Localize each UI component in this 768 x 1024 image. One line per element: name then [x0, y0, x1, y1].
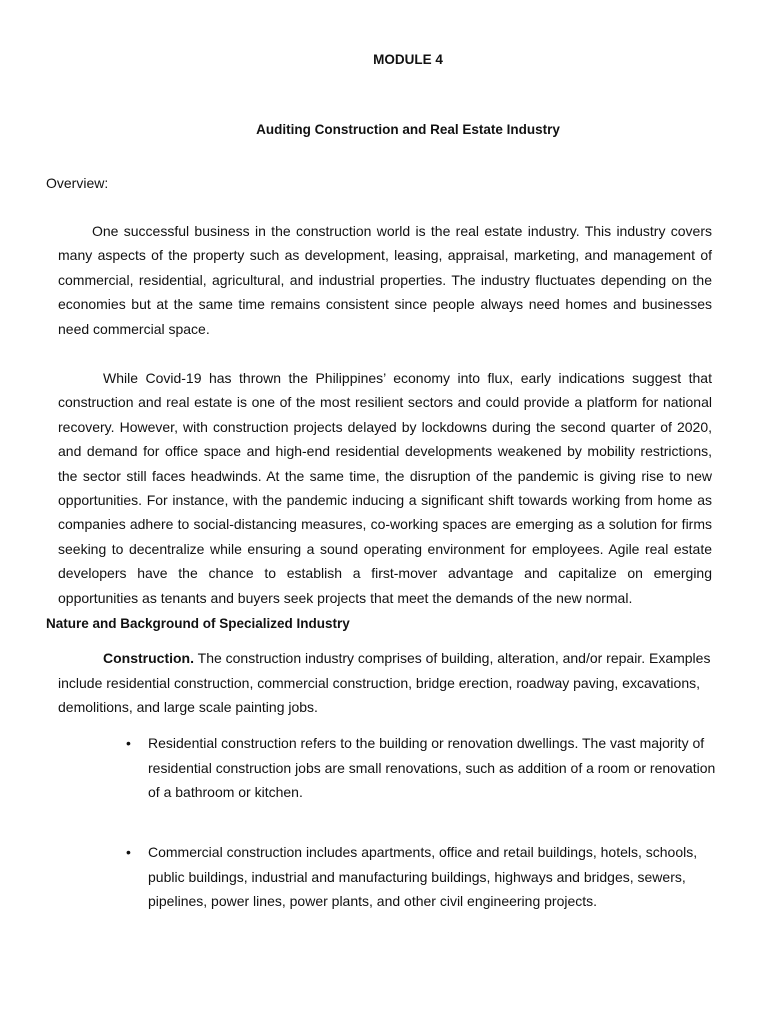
bullet-icon: •: [126, 735, 131, 751]
list-item: [126, 840, 716, 914]
overview-paragraph-2: While Covid-19 has thrown the Philippines’ economy into flux, early indications suggest that construction and real estate is one of the most resilient sectors and could provide a platform for national recovery. However, with construction projects delayed by lockdowns during the second quarter of 2020, and demand for office space and high-end residential developments weakened by mobility restrictions, the sector still faces headwinds. At the same time, the disruption of the pandemic is giving rise to new opportunities. For instance, with the pandemic inducing a significant shift towards working from home as companies adhere to social-distancing measures, co-working spaces are emerging as a solution for firms seeking to decentralize while ensuring a sound operating environment for employees. Agile real estate developers have the chance to establish a first-mover advantage and capitalize on emerging opportunities as tenants and buyers seek projects that meet the demands of the new normal.: [58, 370, 712, 606]
document-title: Auditing Construction and Real Estate Industry: [256, 122, 560, 137]
module-title: MODULE 4: [373, 52, 443, 67]
section-heading: Nature and Background of Specialized Industry: [46, 616, 350, 631]
construction-definition: The construction industry comprises of building, alteration, and/or repair. Examples include residential construction, commercial construction, bridge erection, roadway paving, excavations, demolitions, and large scale painting jobs.: [58, 650, 711, 715]
bullet-icon: •: [126, 844, 131, 860]
overview-paragraph-1: One successful business in the construction world is the real estate industry. This industry covers many aspects of the property such as development, leasing, appraisal, marketing, and management of commercial, residential, agricultural, and industrial properties. The industry fluctuates depending on the economies but at the same time remains consistent since people always need homes and businesses need commercial space.: [58, 223, 712, 337]
construction-paragraph: [58, 646, 712, 720]
list-item-text: Commercial construction includes apartments, office and retail buildings, hotels, schools, public buildings, industrial and manufacturing buildings, highways and bridges, sewers, pipelines, power lines, power plants, and other civil engineering projects.: [148, 844, 698, 909]
list-item-text: Residential construction refers to the building or renovation dwellings. The vast majority of residential construction jobs are small renovations, such as addition of a room or renovation of a bathroom or kitchen.: [148, 735, 716, 800]
overview-label: Overview:: [46, 175, 109, 191]
construction-term: Construction.: [103, 650, 194, 666]
list-item: [126, 731, 716, 805]
